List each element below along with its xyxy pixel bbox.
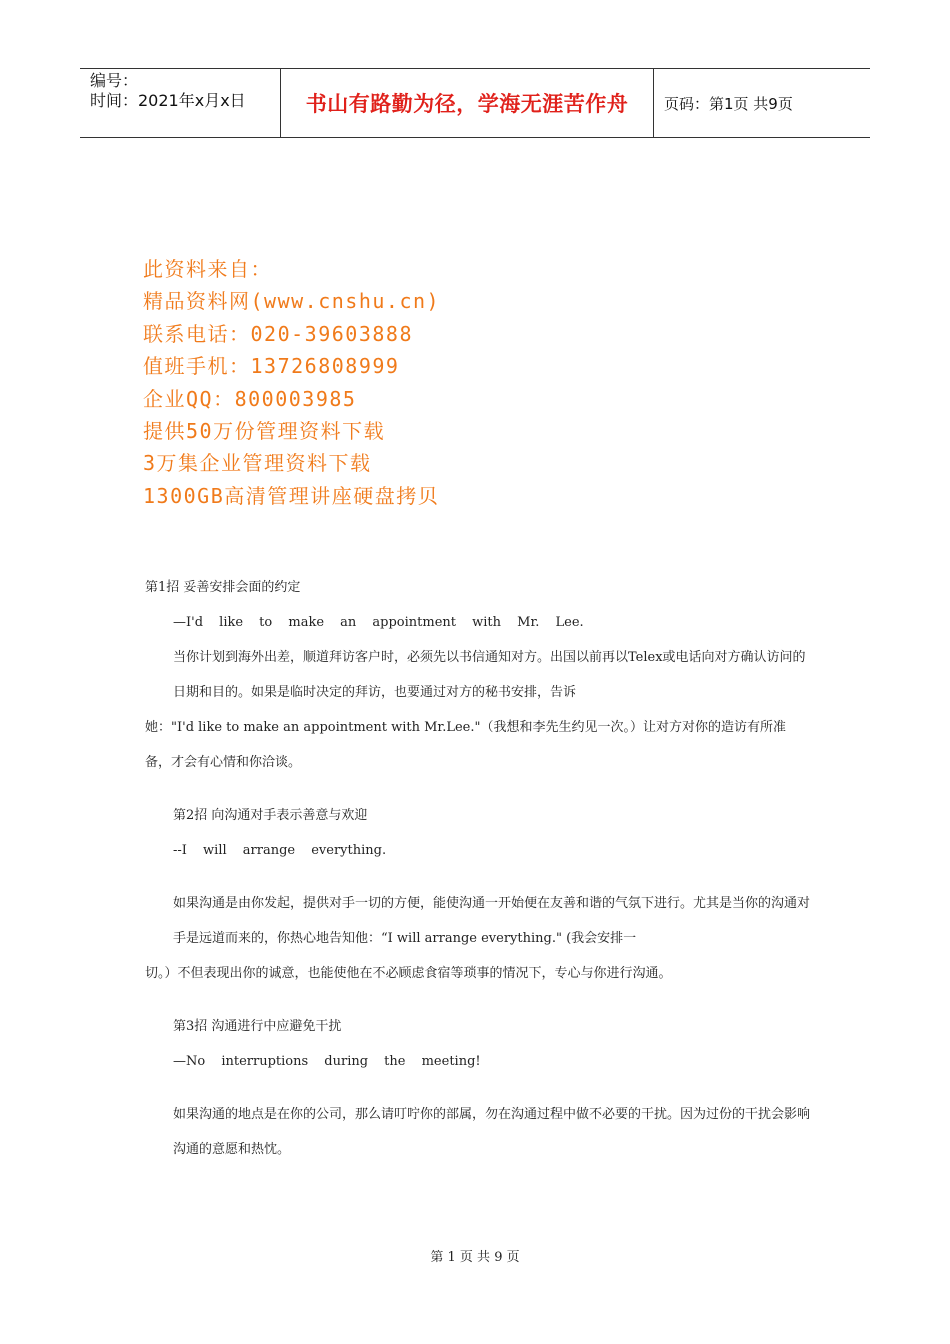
section-paragraph: 如果沟通的地点是在你的公司，那么请叮咛你的部属，勿在沟通过程中做不必要的干扰。因为过份的干扰会影响沟通的意愿和热忱。 (173, 1107, 811, 1157)
section-title: 第3招 沟通进行中应避免干扰 (173, 1019, 342, 1034)
info-line: 此资料来自： (143, 257, 272, 281)
page-footer: 第 1 页 共 9 页 (430, 1250, 520, 1265)
header-page-label: 页码：第1页 共9页 (664, 94, 793, 113)
info-line: 提供50万份管理资料下载 (143, 419, 386, 444)
section-title: 第2招 向沟通对手表示善意与欢迎 (173, 808, 368, 823)
section-phrase: —No interruptions during the meeting! (173, 1054, 481, 1069)
section-paragraph: 她："I'd like to make an appointment with Mr.Lee."（我想和李先生约见一次。）让对方对你的造访有所准备，才会有心情和你洽谈。 (145, 720, 786, 770)
section-title: 第1招 妥善安排会面的约定 (145, 580, 301, 595)
header-meta (80, 69, 280, 137)
info-line: 1300GB高清管理讲座硬盘拷贝 (143, 483, 440, 508)
number-label: 编号： (90, 71, 139, 90)
info-website: 精品资料网(www.cnshu.cn) (143, 289, 441, 314)
info-line: 3万集企业管理资料下载 (143, 451, 372, 476)
info-mobile: 值班手机：13726808999 (143, 354, 400, 379)
section-paragraph: 切。）不但表现出你的诚意，也能使他在不必顾虑食宿等琐事的情况下，专心与你进行沟通。 (145, 966, 672, 981)
section-phrase: —I'd like to make an appointment with Mr. Lee. (173, 615, 584, 630)
document-body (145, 570, 810, 1167)
time-label: 时间：2021年x月x日 (90, 91, 246, 110)
section-paragraph: 如果沟通是由你发起，提供对手一切的方便，能使沟通一开始便在友善和谐的气氛下进行。尤其是当你的沟通对手是远道而来的，你热心地告知他：“I will arrange everything." (我会安排一 (173, 896, 811, 946)
section-phrase: --I will arrange everything. (173, 843, 387, 858)
section-paragraph: 当你计划到海外出差，顺道拜访客户时，必须先以书信通知对方。出国以前再以Telex或电话向对方确认访问的日期和目的。如果是临时决定的拜访，也要通过对方的秘书安排，告诉 (173, 650, 806, 700)
header-motto: 书山有路勤为径，学海无涯苦作舟 (280, 69, 654, 137)
source-info-block (143, 253, 440, 512)
info-phone: 联系电话：020-39603888 (143, 321, 413, 346)
info-qq: 企业QQ：800003985 (143, 386, 357, 411)
document-header (80, 68, 870, 138)
